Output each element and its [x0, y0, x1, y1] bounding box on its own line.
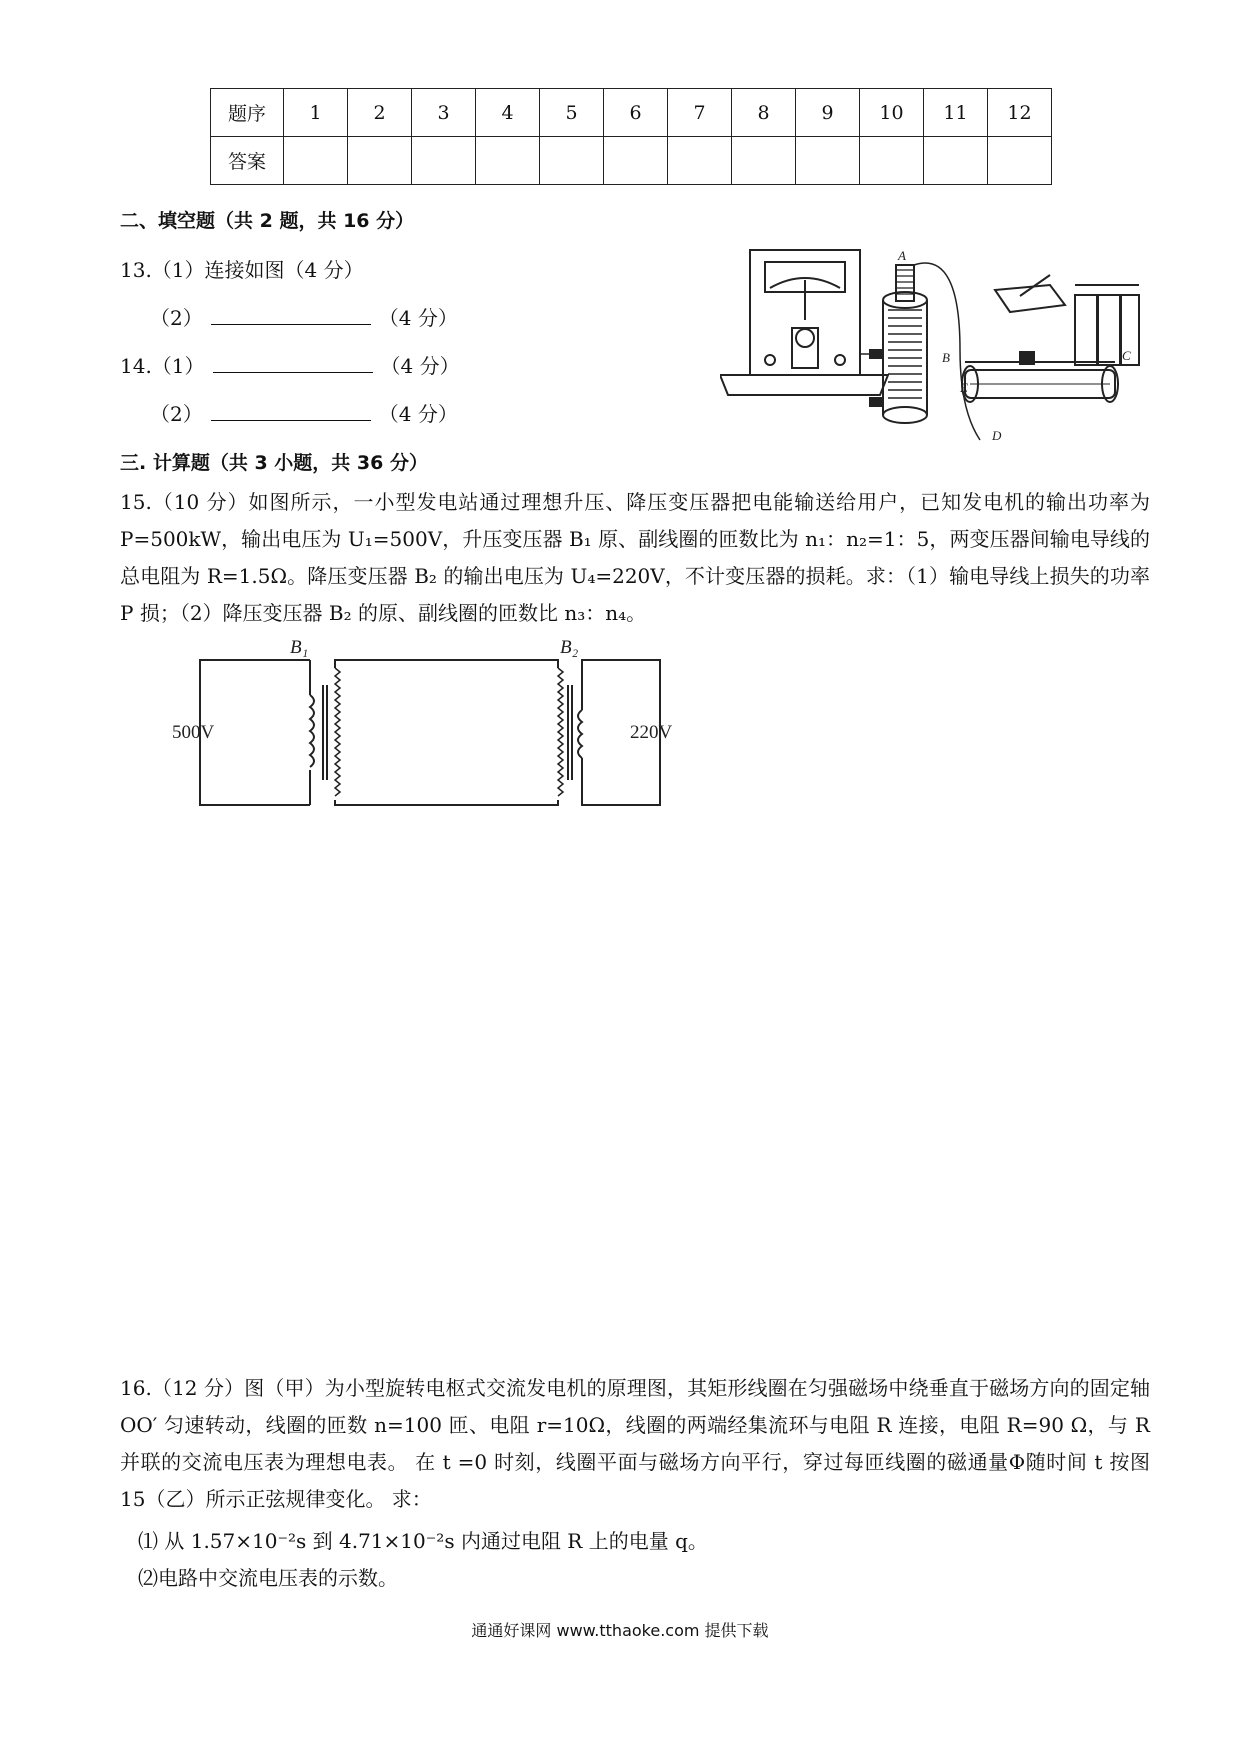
answer-cell[interactable]	[988, 137, 1052, 185]
question-number: 6	[604, 89, 668, 137]
q14-part1-label: 14.（1）	[120, 354, 205, 378]
question-15: 15.（10 分）如图所示，一小型发电站通过理想升压、降压变压器把电能输送给用户，已知发电机的输出功率为 P=500kW，输出电压为 U₁=500V，升压变压器 B₁ 原、副线圈的匝数比为 n₁：n₂=1：5，两变压器间输电导线的总电阻为 R=1.5Ω。降压变压器 B₂ 的输出电压为 U₄=220V，不计变压器的损耗。求：（1）输电导线上损失的功率 P 损；（2）降压变压器 B₂ 的原、副线圈的匝数比 n₃：n₄。	[120, 490, 1150, 625]
b1-label: B₁	[290, 640, 309, 658]
answer-cell[interactable]	[924, 137, 988, 185]
q13-part2-label: （2）	[150, 306, 203, 330]
answer-table	[210, 88, 1052, 185]
apparatus-figure	[720, 240, 1140, 465]
label-a: A	[898, 248, 906, 263]
question-number: 1	[284, 89, 348, 137]
question-number: 7	[668, 89, 732, 137]
answer-cell[interactable]	[604, 137, 668, 185]
answer-cell[interactable]	[412, 137, 476, 185]
question-number: 10	[860, 89, 924, 137]
answer-cell[interactable]	[860, 137, 924, 185]
label-e: E	[960, 380, 968, 395]
galvanometer-icon	[720, 250, 888, 395]
question-16: 16.（12 分）图（甲）为小型旋转电枢式交流发电机的原理图，其矩形线圈在匀强磁场中绕垂直于磁场方向的固定轴 OO′ 匀速转动，线圈的匝数 n=100 匝、电阻 r=10Ω，线圈的两端经集流环与电阻 R 连接，电阻 R=90 Ω，与 R 并联的交流电压表为理想电表。 在 t =0 时刻，线圈平面与磁场方向平行，穿过每匝线圈的磁通量Φ随时间 t 按图 15（乙）所示正弦规律变化。 求：	[120, 1376, 1150, 1511]
transformer-circuit	[160, 640, 680, 820]
coil-icon	[870, 265, 927, 423]
label-d: D	[992, 428, 1002, 443]
q13-part2-score: （4 分）	[378, 306, 458, 330]
answer-cell[interactable]	[732, 137, 796, 185]
question-number: 3	[412, 89, 476, 137]
right-voltage-label: 220V	[630, 722, 673, 743]
section-2-title: 二、填空题（共 2 题，共 16 分）	[120, 210, 415, 232]
q13-part2-blank[interactable]	[211, 306, 371, 325]
row-label-number: 题序	[211, 89, 284, 137]
label-c: C	[1122, 348, 1131, 363]
answer-cell[interactable]	[796, 137, 860, 185]
q14-part2-blank[interactable]	[211, 402, 371, 421]
answer-cell[interactable]	[668, 137, 732, 185]
question-number: 12	[988, 89, 1052, 137]
q13-part2	[150, 302, 458, 331]
q14-part2-label: （2）	[150, 402, 203, 426]
row-label-answer: 答案	[211, 137, 284, 185]
b2-label: B₂	[560, 640, 579, 658]
switch-icon	[995, 275, 1065, 312]
question-number: 5	[540, 89, 604, 137]
q14-part1	[120, 350, 460, 379]
q14-part2	[150, 398, 458, 427]
q14-part2-score: （4 分）	[378, 402, 458, 426]
answer-cell[interactable]	[284, 137, 348, 185]
q14-part1-blank[interactable]	[213, 354, 373, 373]
answer-cell[interactable]	[348, 137, 412, 185]
left-voltage-label: 500V	[172, 722, 215, 743]
question-number: 9	[796, 89, 860, 137]
question-number: 2	[348, 89, 412, 137]
q14-part1-score: （4 分）	[380, 354, 460, 378]
answer-cell[interactable]	[540, 137, 604, 185]
section-3-title: 三. 计算题（共 3 小题，共 36 分）	[120, 452, 428, 474]
q16-part2: ⑵电路中交流电压表的示数。	[138, 1566, 398, 1590]
q16-part1: ⑴ 从 1.57×10⁻²s 到 4.71×10⁻²s 内通过电阻 R 上的电量 q。	[138, 1529, 708, 1553]
question-number: 8	[732, 89, 796, 137]
question-number: 4	[476, 89, 540, 137]
answer-cell[interactable]	[476, 137, 540, 185]
question-number: 11	[924, 89, 988, 137]
label-b: B	[942, 350, 950, 365]
q13-part1: 13.（1）连接如图（4 分）	[120, 258, 364, 282]
page-footer: 通通好课网 www.tthaoke.com 提供下载	[471, 1621, 769, 1640]
table-row-answers	[211, 137, 1052, 185]
table-row-numbers	[211, 89, 1052, 137]
rheostat-icon	[962, 352, 1118, 402]
